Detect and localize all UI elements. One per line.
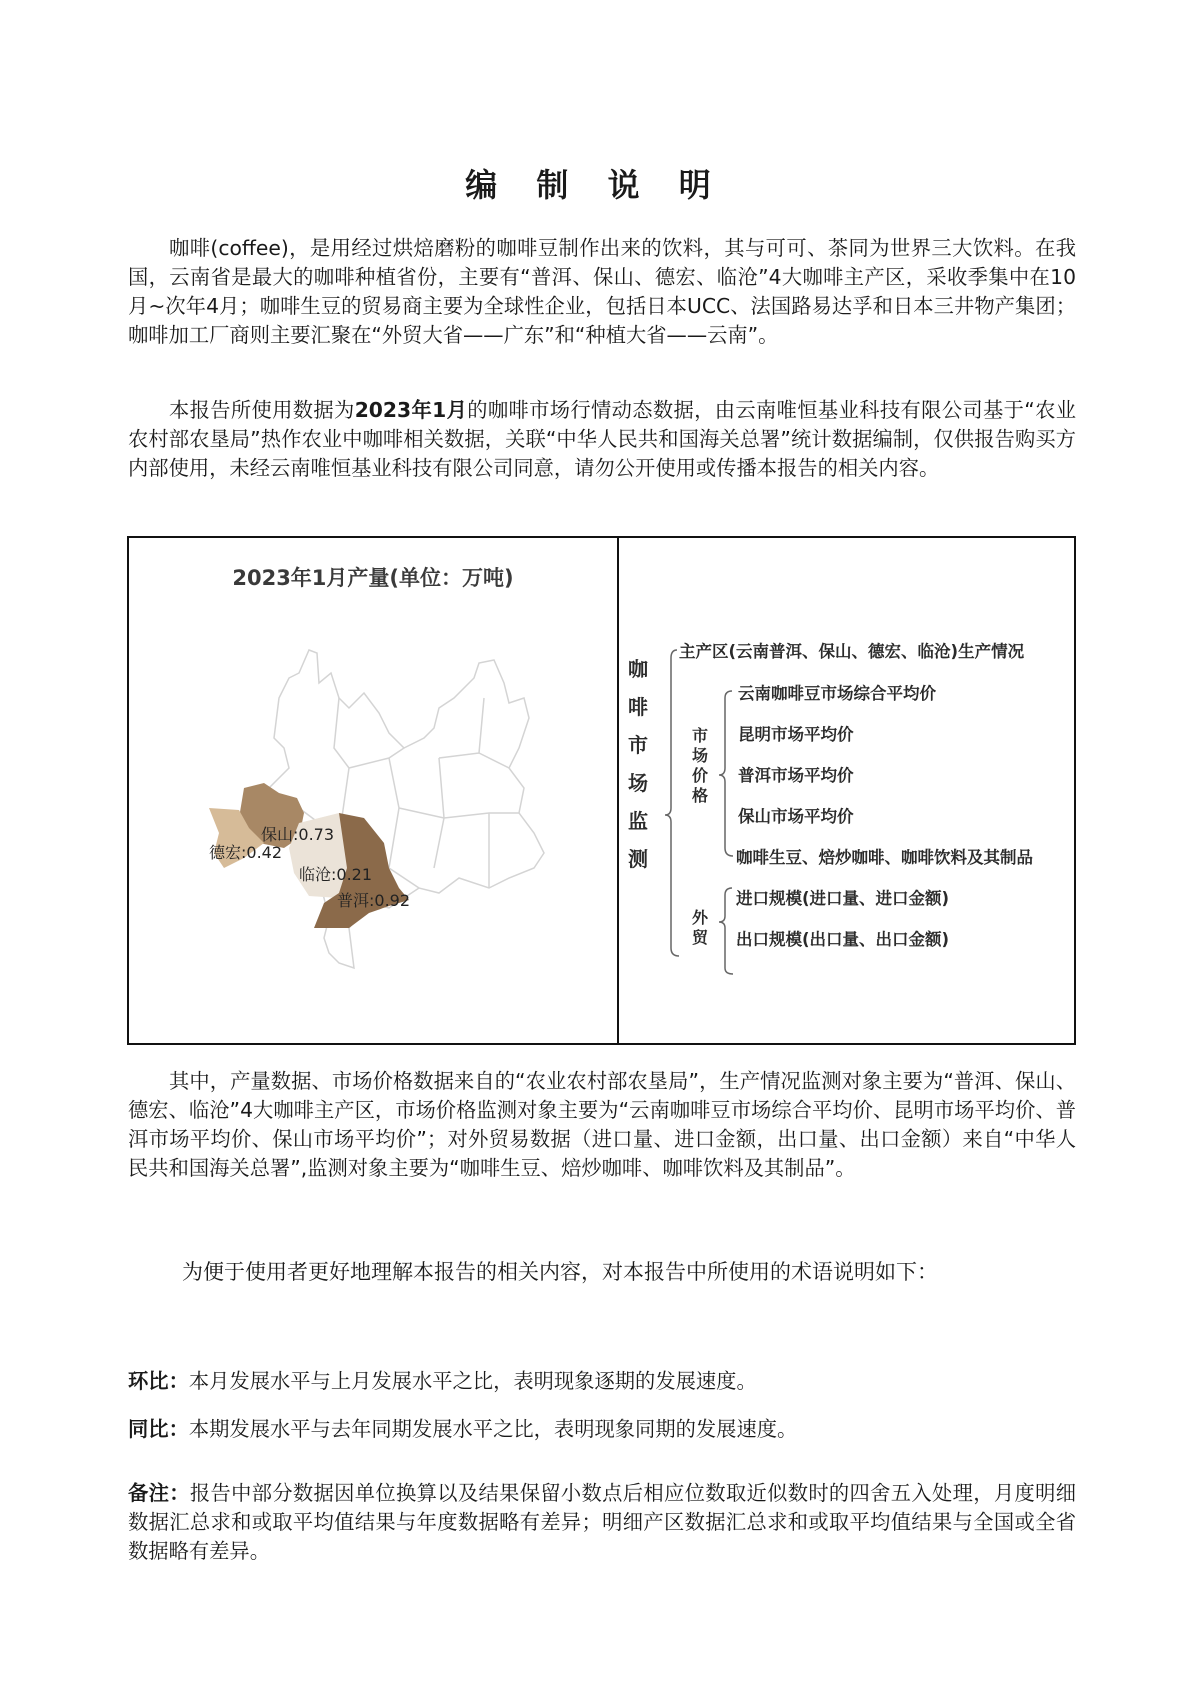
tree-trade-item: 进口规模(进口量、进口金额) [736, 889, 950, 908]
term-desc: 报告中部分数据因单位换算以及结果保留小数点后相应位数取近似数时的四舍五入处理，月度明细数据汇总求和或取平均值结果与年度数据略有差异；明细产区数据汇总求和或取平均值结果与全国或全省数据略有差异。 [128, 1481, 1076, 1563]
term-note [128, 1479, 1076, 1566]
label-dehong: 德宏:0.42 [209, 843, 283, 862]
source-suffix: 的咖啡市场行情动态数据，由云南唯恒基业科技有限公司基于“农业农村部农垦局”热作农业中咖啡相关数据，关联“中华人民共和国海关总署”统计数据编制，仅供报告购买方内部使用，未经云南唯恒基业科技有限公司同意，请勿公开使用或传播本报告的相关内容。 [128, 398, 1077, 480]
monitoring-tree [621, 538, 1076, 1043]
yunnan-production-map [189, 638, 549, 978]
tree-price-item: 昆明市场平均价 [738, 725, 854, 744]
tree-price-item: 保山市场平均价 [738, 807, 854, 826]
tree-price-item: 普洱市场平均价 [738, 766, 854, 785]
intro-paragraph: 咖啡(coffee)，是用经过烘焙磨粉的咖啡豆制作出来的饮料，其与可可、茶同为世界三大饮料。在我国，云南省是最大的咖啡种植省份，主要有“普洱、保山、德宏、临沧”4大咖啡主产区，采收季集中在10月~次年4月；咖啡生豆的贸易商主要为全球性企业，包括日本UCC、法国路易达孚和日本三井物产集团；咖啡加工厂商则主要汇聚在“外贸大省——广东”和“种植大省——云南”。 [128, 236, 1076, 347]
label-lincang: 临沧:0.21 [299, 865, 373, 884]
source-prefix: 本报告所使用数据为 [169, 398, 355, 422]
term-label: 环比： [128, 1369, 189, 1393]
term-desc: 本期发展水平与去年同期发展水平之比，表明现象同期的发展速度。 [188, 1417, 798, 1441]
source-date: 2023年1月 [354, 398, 468, 422]
label-puer: 普洱:0.92 [337, 891, 411, 910]
tree-trade-item: 出口规模(出口量、出口金额) [736, 930, 950, 949]
tree-price-group: 市场价格 [691, 726, 708, 805]
tree-price-item: 云南咖啡豆市场综合平均价 [738, 684, 936, 703]
source-paragraph [128, 396, 1076, 483]
term-mom [128, 1367, 1076, 1396]
data-sources-paragraph: 其中，产量数据、市场价格数据来自的“农业农村部农垦局”，生产情况监测对象主要为“普洱、保山、德宏、临沧”4大咖啡主产区，市场价格监测对象主要为“云南咖啡豆市场综合平均价、昆明市场平均价、普洱市场平均价、保山市场平均价”；对外贸易数据（进口量、进口金额，出口量、出口金额）来自“中华人民共和国海关总署”,监测对象主要为“咖啡生豆、焙炒咖啡、咖啡饮料及其制品”。 [128, 1069, 1076, 1180]
overview-figure [127, 536, 1076, 1045]
page-title: 编 制 说 明 [465, 166, 725, 204]
map-title: 2023年1月产量(单位：万吨) [232, 566, 514, 590]
term-desc: 本月发展水平与上月发展水平之比，表明现象逐期的发展速度。 [188, 1369, 757, 1393]
term-label: 同比： [128, 1417, 189, 1441]
terms-intro: 为便于使用者更好地理解本报告的相关内容，对本报告中所使用的术语说明如下： [182, 1260, 938, 1284]
term-yoy [128, 1415, 1076, 1444]
term-label: 备注： [128, 1481, 190, 1505]
label-baoshan: 保山:0.73 [261, 825, 335, 844]
tree-root: 咖啡市场监测 [628, 657, 648, 871]
figure-divider [617, 538, 619, 1043]
tree-trade-group: 外贸 [691, 908, 708, 947]
tree-trade-item: 咖啡生豆、焙炒咖啡、咖啡饮料及其制品 [736, 848, 1033, 867]
tree-production: 主产区(云南普洱、保山、德宏、临沧)生产情况 [679, 642, 1025, 661]
